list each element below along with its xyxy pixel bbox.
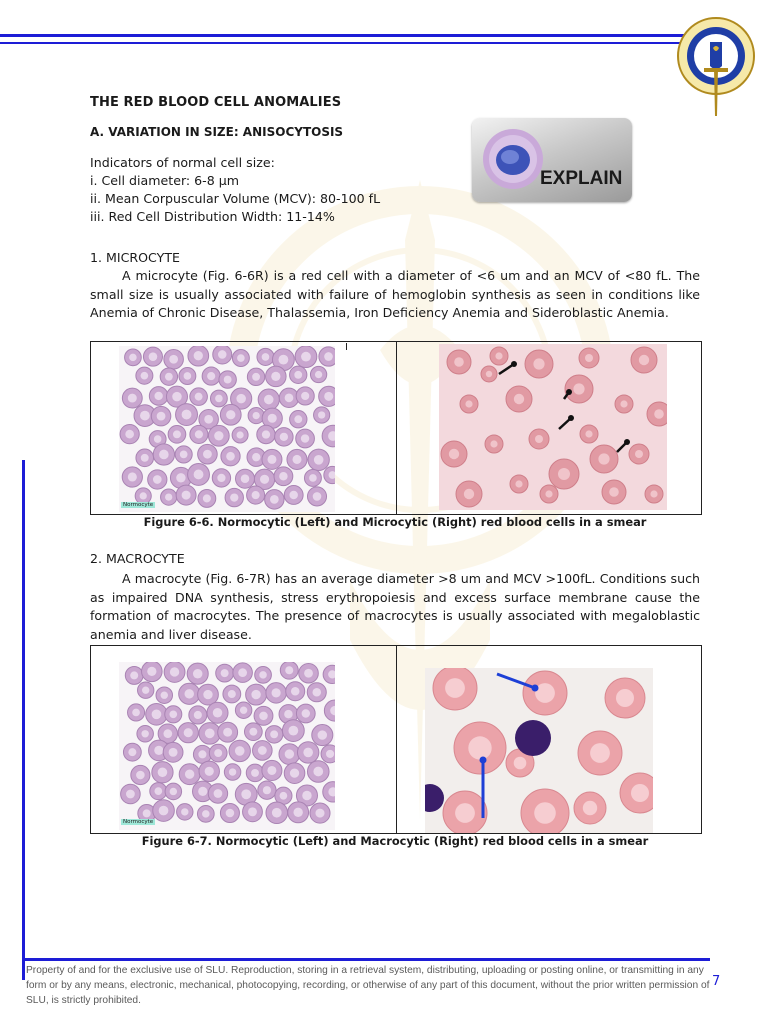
- macrocyte-smear-image: [425, 668, 653, 833]
- normocyte-smear-image: [119, 662, 335, 830]
- header-rule-top: [0, 34, 695, 37]
- footer-rule: [22, 958, 710, 961]
- stray-mark: I: [345, 342, 348, 353]
- figure-divider: [396, 646, 397, 833]
- header-rule-bottom: [0, 42, 695, 44]
- indicator-item: iii. Red Cell Distribution Width: 11-14%: [90, 209, 335, 224]
- page-heading: THE RED BLOOD CELL ANOMALIES: [90, 95, 342, 110]
- figure-6-6-caption: Figure 6-6. Normocytic (Left) and Microcytic (Right) red blood cells in a smear: [143, 515, 647, 529]
- indicator-item: i. Cell diameter: 6-8 μm: [90, 173, 240, 188]
- copyright-notice: Property of and for the exclusive use of SLU. Reproduction, storing in a retrieval system, distributing, uploading or posting online, or transmitting in any form or by any means, electronic, mechanical, photocopying, recording, or otherwise of any part of this document, without the prior written permission of SLU, is strictly prohibited.: [26, 965, 710, 1006]
- left-margin-rule: [22, 460, 25, 980]
- normocyte-label: Normocyte: [123, 819, 154, 825]
- indicators-intro: Indicators of normal cell size:: [90, 155, 275, 170]
- microcyte-smear-image: [439, 344, 667, 510]
- figure-6-6: [90, 341, 702, 515]
- indicator-item: ii. Mean Corpuscular Volume (MCV): 80-100 fL: [90, 191, 381, 206]
- slu-logo: [674, 8, 758, 120]
- microcyte-text: A microcyte (Fig. 6-6R) is a red cell with a diameter of <6 um and an MCV of <80 fL. The small size is usually associated with failure of hemoglobin synthesis as seen in conditions like Anemia of Chronic Disease, Thalassemia, Iron Deficiency Anemia and Sideroblastic Anemia.: [90, 268, 700, 320]
- explain-button[interactable]: [472, 118, 632, 202]
- section-heading: A. VARIATION IN SIZE: ANISOCYTOSIS: [90, 125, 344, 139]
- explain-label: EXPLAIN: [540, 168, 623, 189]
- macrocyte-text: A macrocyte (Fig. 6-7R) has an average diameter >8 um and MCV >100fL. Conditions such as impaired DNA synthesis, stress erythropoiesis and excess surface membrane cause the formation of macrocytes. The presence of macrocytes is usually associated with megaloblastic anemia and liver disease.: [90, 571, 700, 642]
- normocyte-smear-image: [119, 346, 335, 512]
- normocyte-label: Normocyte: [123, 502, 154, 508]
- figure-divider: [396, 342, 397, 514]
- page-number: 7: [712, 974, 721, 989]
- cell-icon: [480, 126, 546, 192]
- figure-6-7: [90, 645, 702, 834]
- microcyte-title: 1. MICROCYTE: [90, 250, 180, 265]
- macrocyte-title: 2. MACROCYTE: [90, 551, 185, 566]
- figure-6-7-caption: Figure 6-7. Normocytic (Left) and Macrocytic (Right) red blood cells in a smear: [141, 834, 649, 848]
